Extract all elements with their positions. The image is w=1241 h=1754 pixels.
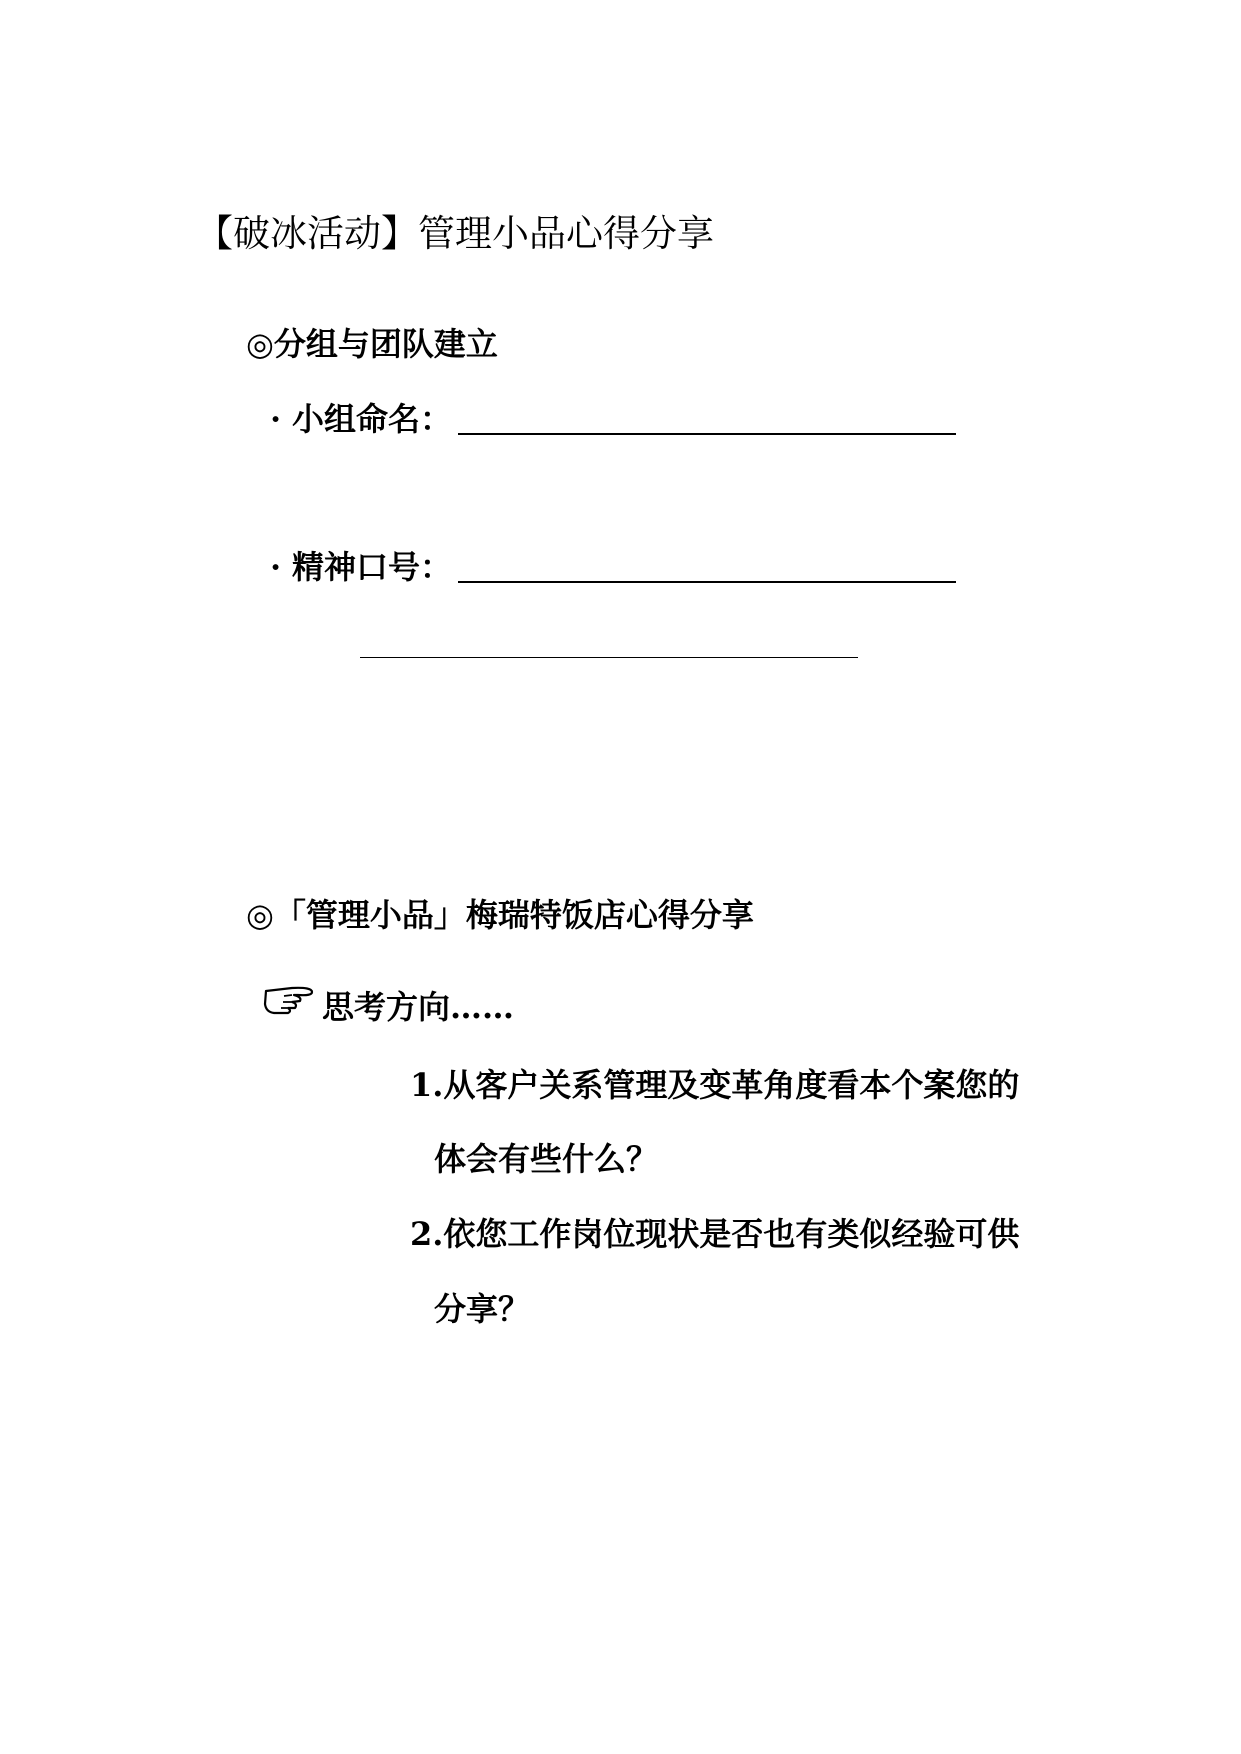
- section-heading-grouping: ◎分组与团队建立: [246, 325, 498, 363]
- slogan-blank-line-2: [360, 657, 858, 658]
- field-slogan: [270, 545, 956, 589]
- field-label-slogan: 精神口号：: [292, 548, 453, 586]
- page-title: 【破冰活动】管理小品心得分享: [196, 212, 714, 255]
- team-name-blank-line: [458, 431, 956, 435]
- field-team-name: [270, 397, 956, 441]
- question-2-line-2: 分享？: [434, 1290, 531, 1328]
- question-1-line-2: 体会有些什么？: [434, 1140, 659, 1178]
- hint-line: [262, 985, 514, 1029]
- field-label-team-name: 小组命名：: [292, 400, 453, 438]
- pointing-hand-icon: [262, 982, 316, 1016]
- question-2-line-1: 2.依您工作岗位现状是否也有类似经验可供: [410, 1215, 1020, 1253]
- section-heading-sharing: ◎「管理小品」梅瑞特饭店心得分享: [246, 896, 754, 934]
- bullet: ·: [270, 400, 282, 438]
- bullet: ·: [270, 548, 282, 586]
- question-1-line-1: 1.从客户关系管理及变革角度看本个案您的: [410, 1066, 1020, 1104]
- slogan-blank-line: [458, 579, 956, 583]
- hint-text: 思考方向……: [322, 988, 515, 1026]
